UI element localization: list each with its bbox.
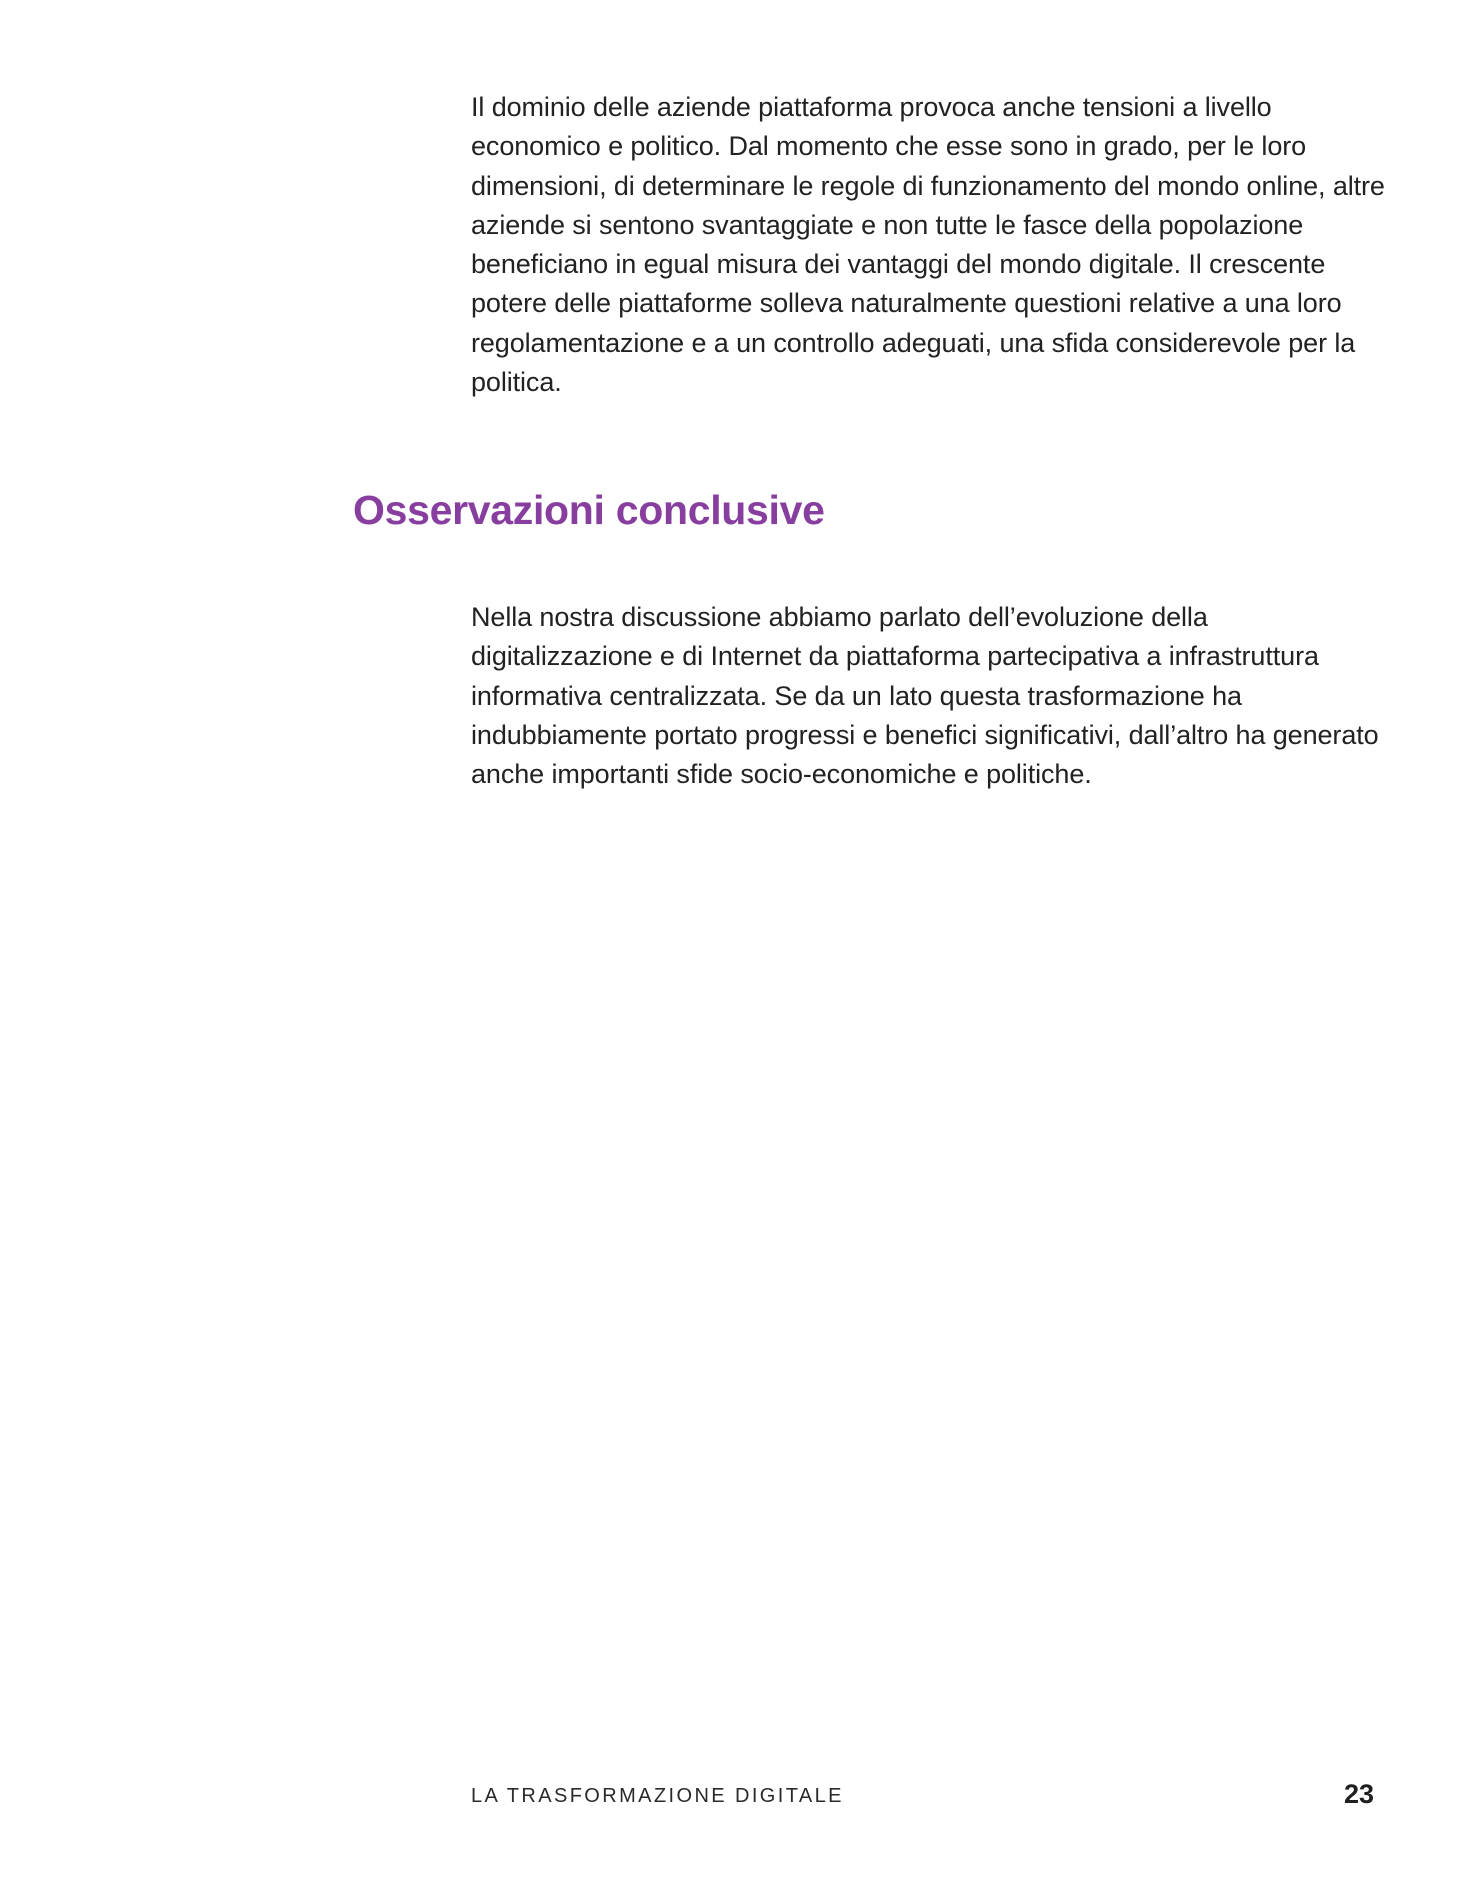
body-paragraph-platform-power: Il dominio delle aziende piattaforma provoca anche tensioni a livello economico e politico. Dal momento che esse sono in grado, per le loro dimensioni, di determinare le regole di funzionamento del mondo online, altre aziende si sentono svantaggiate e non tutte le fasce della popolazione beneficiano in egual misura dei vantaggi del mondo digitale. Il crescente potere delle piattaforme solleva naturalmente questioni relative a una loro regolamentazione e a un controllo adeguati, una sfida considerevole per la politica. (471, 92, 1385, 398)
section-heading: Osservazioni conclusive (353, 487, 825, 533)
body-paragraph-conclusions: Nella nostra discussione abbiamo parlato dell’evoluzione della digitalizzazione e di Internet da piattaforma partecipativa a infrastruttura informativa centralizzata. Se da un lato questa trasformazione ha indubbiamente portato progressi e benefici significativi, dall’altro ha generato anche importanti sfide socio-economiche e politiche. (471, 602, 1379, 790)
page-number: 23 (1343, 1779, 1374, 1809)
footer-running-title: LA TRASFORMAZIONE DIGITALE (471, 1785, 844, 1807)
